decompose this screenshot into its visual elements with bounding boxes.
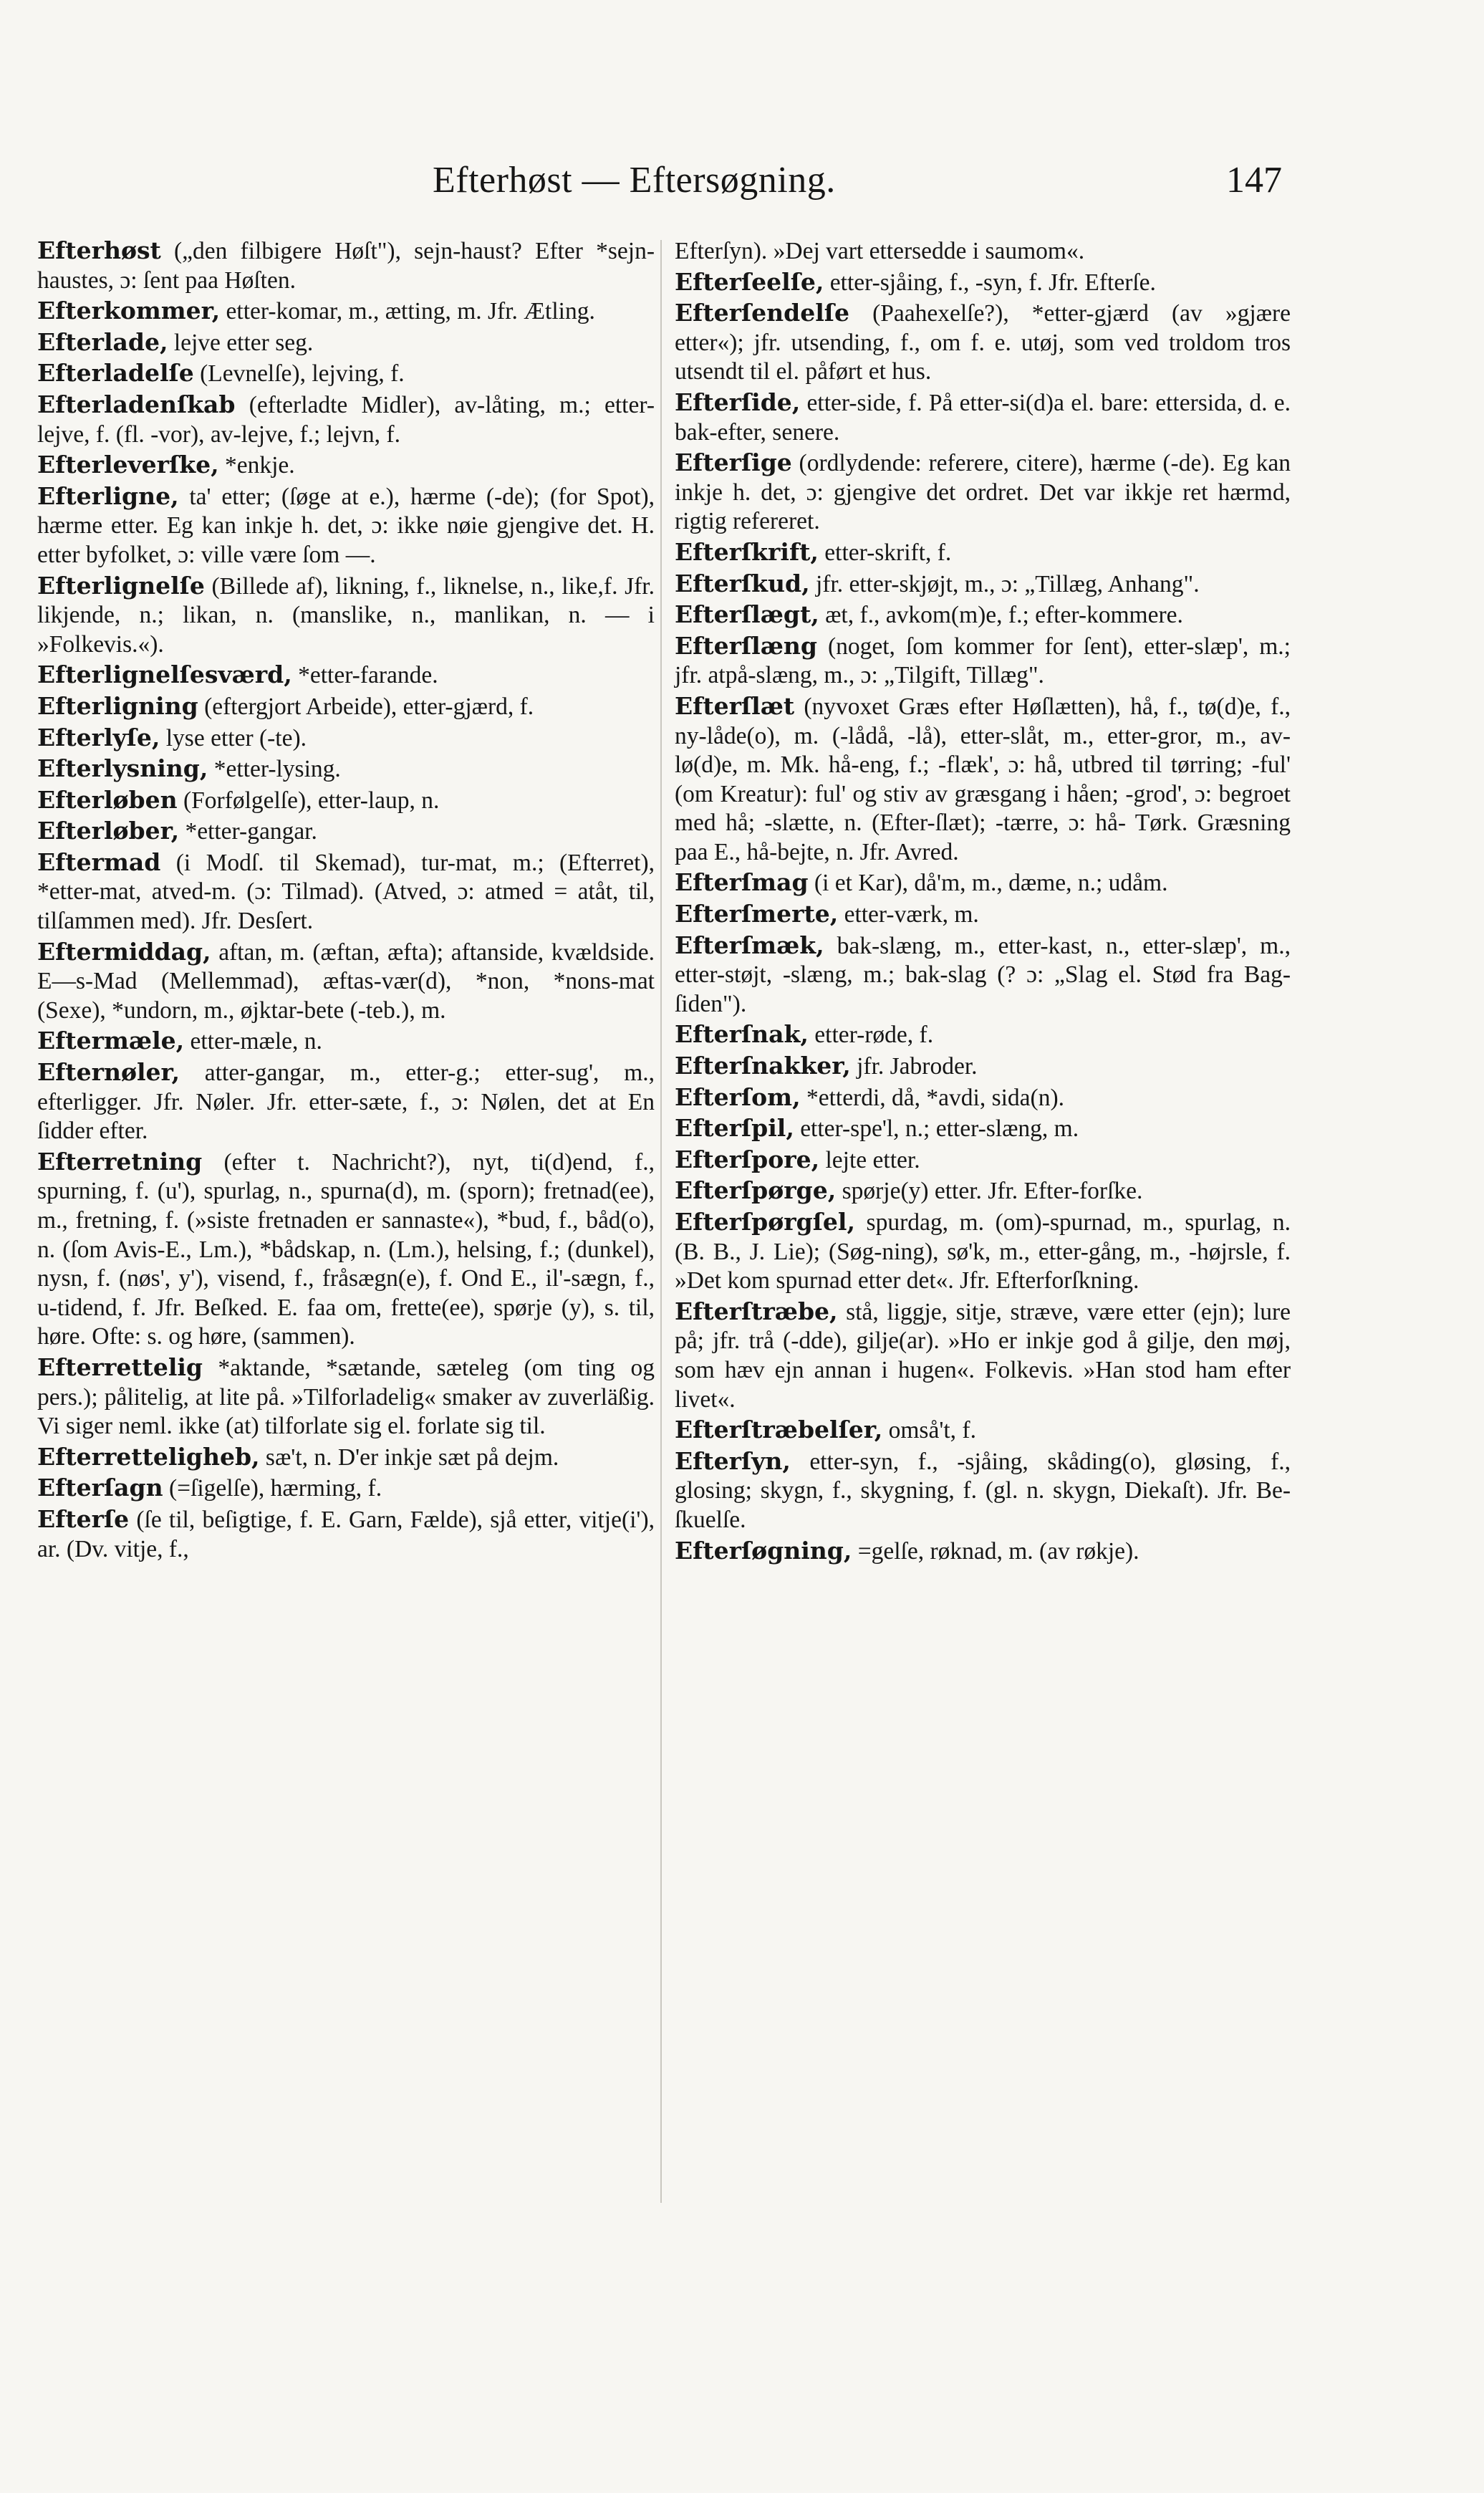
- dictionary-entry: [675, 538, 1291, 568]
- headword: Efterſide,: [675, 388, 801, 416]
- headword: Efterladelſe: [37, 359, 194, 388]
- headword: Efterſendelſe: [675, 299, 849, 327]
- headword: Efterhøst: [37, 236, 161, 264]
- entry-definition: etter-mæle, n.: [184, 1028, 322, 1055]
- entry-definition: etter-røde, f.: [808, 1022, 934, 1049]
- dictionary-entry: [37, 359, 655, 389]
- entry-definition: etter-syn, f., -sjåing, skåding(o), gløsing, f., glosing; skygn, f., skygning, f. (gl. n. skygn, Diekaſt). Jfr. Be-ſkuelſe.: [675, 1448, 1291, 1533]
- entry-definition: stå, liggje, sitje, stræve, være etter (ejn); lure på; jfr. trå (-dde), gilje(ar). »Ho er inkje god å gilje, den møj, som hæv ejn annan i hugen«. Folkevis. »Han stod ham efter livet«.: [675, 1298, 1291, 1413]
- headword: Eftermæle,: [37, 1027, 185, 1055]
- headword: Efterſe: [37, 1504, 130, 1533]
- entry-definition: Efterſyn). »Dej vart ettersedde i saumom«.: [675, 238, 1085, 264]
- dictionary-entry: [675, 1052, 1291, 1082]
- headword: Efterſtræbe,: [675, 1297, 838, 1325]
- dictionary-entry: [37, 1353, 655, 1441]
- entry-definition: (efter t. Nachricht?), nyt, ti(d)end, f., spurning, f. (u'), spurlag, n., spurna(d), m. (sporn); fretnad(ee), m., fretning, f. (»siste fretnaden er sannaste«), *bud, f., båd(o), n. (ſom Avis-E., Lm.), *bådskap, n. (Lm.), helsing, f.; (dunkel), nysn, f. (nøs', y'), visend, f., fråsægn(e), f. Ond E., il'-sægn, f., u-tidend, f. Jfr. Beſked. E. faa om, frette(ee), spørje (y), s. til, høre. Ofte: s. og høre, (sammen).: [37, 1148, 655, 1350]
- entry-definition: (eftergjort Arbeide), etter-gjærd, f.: [198, 693, 534, 720]
- entry-definition: („den filbigere Høſt"), sejn-haust? Efter *sejn-haustes, ɔ: ſent paa Høſten.: [37, 238, 655, 294]
- dictionary-entry: [675, 448, 1291, 537]
- headword: Efterſom,: [675, 1082, 801, 1111]
- headword: Efterſeelſe,: [675, 267, 824, 296]
- dictionary-entry: [675, 1447, 1291, 1535]
- headword: Efterrettelig: [37, 1353, 203, 1381]
- dictionary-entry: [37, 817, 655, 847]
- page-number: 147: [1226, 160, 1282, 201]
- entry-definition: (noget, ſom kommer for ſent), etter-slæp', m.; jfr. atpå-slæng, m., ɔ: „Tilgift, Tillæg".: [675, 633, 1291, 689]
- entry-definition: *etter-gangar.: [179, 818, 317, 845]
- dictionary-entry: [675, 692, 1291, 868]
- entry-definition: =gelſe, røknad, m. (av røkje).: [852, 1537, 1140, 1565]
- headword: Efterſyn,: [675, 1446, 791, 1475]
- headword: Efterlade,: [37, 327, 168, 356]
- headword: Efternøler,: [37, 1058, 180, 1087]
- headword: Efterſmag: [675, 868, 809, 897]
- entry-definition: jfr. etter-skjøjt, m., ɔ: „Tillæg, Anhang".: [809, 570, 1200, 597]
- entry-definition: (ordlydende: referere, citere), hærme (-de). Eg kan inkje h. det, ɔ: gjengive det ordret. Det var ikkje ret hærmd, rigtig refereret.: [675, 450, 1291, 535]
- dictionary-entry: [675, 632, 1291, 691]
- entry-definition: etter-skrift, f.: [818, 539, 952, 566]
- headword: Efterkommer,: [37, 297, 221, 325]
- entry-definition: *etterdi, då, *avdi, sida(n).: [800, 1084, 1064, 1111]
- dictionary-entry: [37, 482, 655, 570]
- dictionary-entry: [37, 328, 655, 358]
- dictionary-entry: [675, 1297, 1291, 1414]
- entry-definition: æt, f., avkom(m)e, f.; efter-kommere.: [819, 602, 1183, 629]
- headword: Eftermad: [37, 847, 161, 876]
- headword: Efterſige: [675, 448, 792, 477]
- headword: Efterretning: [37, 1147, 203, 1176]
- dictionary-entry: [37, 1148, 655, 1352]
- entry-definition: etter-side, f. På etter-si(d)a el. bare: ettersida, d. e. bak-efter, senere.: [675, 389, 1291, 446]
- entry-definition: (=ſigelſe), hærming, f.: [163, 1475, 382, 1502]
- dictionary-entry: [675, 1176, 1291, 1206]
- entry-definition: (Levnelſe), lejving, f.: [193, 360, 405, 388]
- headword: Efterſmerte,: [675, 900, 839, 928]
- entry-definition: atter-gangar, m., etter-g.; etter-sug', m., efterligger. Jfr. Nøler. Jfr. etter-sæte, f., ɔ: Nølen, det at En ſidder efter.: [37, 1060, 655, 1145]
- headword: Efterladenſkab: [37, 390, 236, 418]
- entry-definition: bak-slæng, m., etter-kast, n., etter-slæp', m., etter-støjt, -slæng, m.; bak-slag (? ɔ: „Slag el. Stød fra Bag-ſiden").: [675, 932, 1291, 1017]
- dictionary-entry: [675, 1020, 1291, 1050]
- dictionary-entry: [37, 451, 655, 481]
- entry-definition: *etter-lysing.: [208, 756, 341, 783]
- entry-definition: (ſe til, beſigtige, f. E. Garn, Fælde), sjå etter, vitje(i'), ar. (Dv. vitje, f.,: [37, 1506, 655, 1562]
- dictionary-entry: [675, 1416, 1291, 1446]
- dictionary-entry: [675, 299, 1291, 387]
- entry-definition: etter-komar, m., ætting, m. Jfr. Ætling.: [220, 298, 595, 325]
- dictionary-entry: [37, 1058, 655, 1146]
- headword: Efterſagn: [37, 1474, 163, 1502]
- entry-definition: (efterladte Midler), av-låting, m.; etter-lejve, f. (fl. -vor), av-lejve, f.; lejvn, f.: [37, 391, 655, 448]
- dictionary-entry: [37, 848, 655, 936]
- dictionary-entry: [675, 868, 1291, 898]
- headword: Efterſpørgſel,: [675, 1208, 855, 1236]
- entry-definition: jfr. Jabroder.: [850, 1053, 978, 1080]
- headword: Efterſlægt,: [675, 600, 819, 629]
- dictionary-entry: [675, 1083, 1291, 1113]
- headword: Efterlignelſesværd,: [37, 661, 292, 689]
- column-divider: [660, 240, 662, 2203]
- dictionary-entry: [37, 661, 655, 691]
- entry-definition: (i et Kar), då'm, m., dæme, n.; udåm.: [808, 870, 1168, 897]
- headword: Efterſpil,: [675, 1114, 794, 1143]
- headword: Efterſlæt: [675, 691, 795, 720]
- entry-definition: (Billede af), likning, f., liknelse, n., like,f. Jfr. likjende, n.; likan, n. (manslike, n., manlikan, n. — i »Folkevis.«).: [37, 572, 655, 658]
- entry-definition: etter-spe'l, n.; etter-slæng, m.: [794, 1115, 1079, 1143]
- headword: Efterſpore,: [675, 1145, 820, 1173]
- entry-definition: spørje(y) etter. Jfr. Efter-forſke.: [836, 1178, 1143, 1205]
- entry-definition: *enkje.: [218, 452, 295, 479]
- headword: Efterløber,: [37, 817, 180, 845]
- dictionary-entry: [675, 931, 1291, 1019]
- headword: Efterſkrift,: [675, 537, 819, 566]
- headword: Efterſnak,: [675, 1020, 809, 1049]
- headword: Efterlysning,: [37, 754, 208, 783]
- entry-definition: spurdag, m. (om)-spurnad, m., spurlag, n. (B. B., J. Lie); (Søg-ning), sø'k, m., etter-gång, m., -højrsle, f. »Det kom spurnad etter det«. Jfr. Efterforſkning.: [675, 1209, 1291, 1294]
- dictionary-entry: [37, 390, 655, 449]
- dictionary-entry: [37, 938, 655, 1026]
- dictionary-entry: [37, 786, 655, 816]
- entry-definition: aftan, m. (æftan, æfta); aftanside, kvældside. E—s-Mad (Mellemmad), æftas-vær(d), *non, *nons-mat (Sexe), *undorn, m., øjktar-bete (-teb.), m.: [37, 938, 655, 1024]
- entry-definition: (Paahexelſe?), *etter-gjærd (av »gjære etter«); jfr. utsending, f., om f. e. utøj, som ved troldom tros utsendt til el. påført et hus.: [675, 300, 1291, 385]
- dictionary-entry: [37, 1027, 655, 1057]
- dictionary-entry: [675, 570, 1291, 600]
- headword: Efterſkud,: [675, 569, 810, 597]
- entry-definition: lejve etter seg.: [168, 329, 314, 356]
- running-title: Efterhøst — Eftersøgning.: [433, 160, 836, 201]
- headword: Efterſmæk,: [675, 931, 824, 959]
- dictionary-entry: [37, 1443, 655, 1473]
- headword: Efterlignelſe: [37, 571, 205, 600]
- headword: Efterløben: [37, 785, 178, 814]
- entry-definition: etter-værk, m.: [838, 901, 979, 928]
- dictionary-entry: [37, 572, 655, 660]
- headword: Efterſøgning,: [675, 1536, 852, 1565]
- entry-definition: etter-sjåing, f., -syn, f. Jfr. Efterſe.: [824, 269, 1156, 296]
- entry-definition: omså't, f.: [882, 1417, 976, 1444]
- dictionary-entry: [675, 900, 1291, 930]
- entry-definition: (Forfølgelſe), etter-laup, n.: [177, 787, 440, 814]
- dictionary-entry: [675, 388, 1291, 447]
- dictionary-entry: [675, 236, 1291, 266]
- dictionary-entry: [37, 724, 655, 754]
- headword: Efterſpørge,: [675, 1176, 837, 1205]
- entry-definition: (i Modſ. til Skemad), tur-mat, m.; (Efterret), *etter-mat, atved-m. (ɔ: Tilmad). (Atved, ɔ: atmed = atåt, til, tilſammen med). Jfr. Desſert.: [37, 849, 655, 935]
- entry-definition: *aktande, *sætande, sæteleg (om ting og pers.); pålitelig, at lite på. »Tilforladelig« smaker av zuverläßig. Vi siger neml. ikke (at) tilforlate sig el. forlate sig til.: [37, 1354, 655, 1440]
- entry-definition: *etter-farande.: [292, 662, 438, 689]
- entry-definition: (nyvoxet Græs efter Høſlætten), hå, f., tø(d)e, f., ny-låde(o), m. (-lådå, -lå), etter-slåt, m., etter-gror, m., av-lø(d)e, m. Mk. hå-eng, f.; -flæk', ɔ: hå, utbred til tørring; -ful' (om Kreatur): ful' og stiv av græsgang i håen; -grod', ɔ: begroet med hå; -slætte, n. (Efter-ſlæt); -tærre, ɔ: hå- Tørk. Græsning paa E., hå-bejte, n. Jfr. Avred.: [675, 693, 1291, 865]
- headword: Efterſtræbelſer,: [675, 1416, 883, 1444]
- headword: Efterretteligheb,: [37, 1442, 260, 1471]
- headword: Efterligning: [37, 691, 198, 720]
- dictionary-entry: [37, 1505, 655, 1564]
- dictionary-entry: [37, 1474, 655, 1504]
- dictionary-entry: [675, 1537, 1291, 1567]
- dictionary-entry: [675, 1208, 1291, 1296]
- headword: Efterleverſke,: [37, 451, 219, 479]
- entry-definition: sæ't, n. D'er inkje sæt på dejm.: [259, 1444, 559, 1471]
- headword: Efterſnakker,: [675, 1052, 851, 1080]
- headword: Efterſlæng: [675, 631, 817, 660]
- entry-definition: ta' etter; (ſøge at e.), hærme (-de); (for Spot), hærme etter. Eg kan inkje h. det, ɔ: ikke nøie gjengive det. H. etter byfolket, ɔ: ville være ſom —.: [37, 483, 655, 568]
- dictionary-entry: [37, 692, 655, 722]
- dictionary-entry: [675, 268, 1291, 298]
- left-column: [37, 236, 655, 1565]
- headword: Eftermiddag,: [37, 937, 211, 966]
- headword: Efterlyſe,: [37, 723, 160, 751]
- dictionary-entry: [675, 1145, 1291, 1176]
- dictionary-entry: [37, 297, 655, 327]
- right-column: [675, 236, 1291, 1567]
- page-header: [0, 159, 1484, 202]
- dictionary-entry: [675, 600, 1291, 630]
- entry-definition: lejte etter.: [819, 1146, 920, 1173]
- entry-definition: lyse etter (-te).: [160, 724, 307, 751]
- dictionary-entry: [37, 236, 655, 295]
- dictionary-entry: [675, 1114, 1291, 1144]
- dictionary-entry: [37, 754, 655, 784]
- headword: Efterligne,: [37, 481, 179, 510]
